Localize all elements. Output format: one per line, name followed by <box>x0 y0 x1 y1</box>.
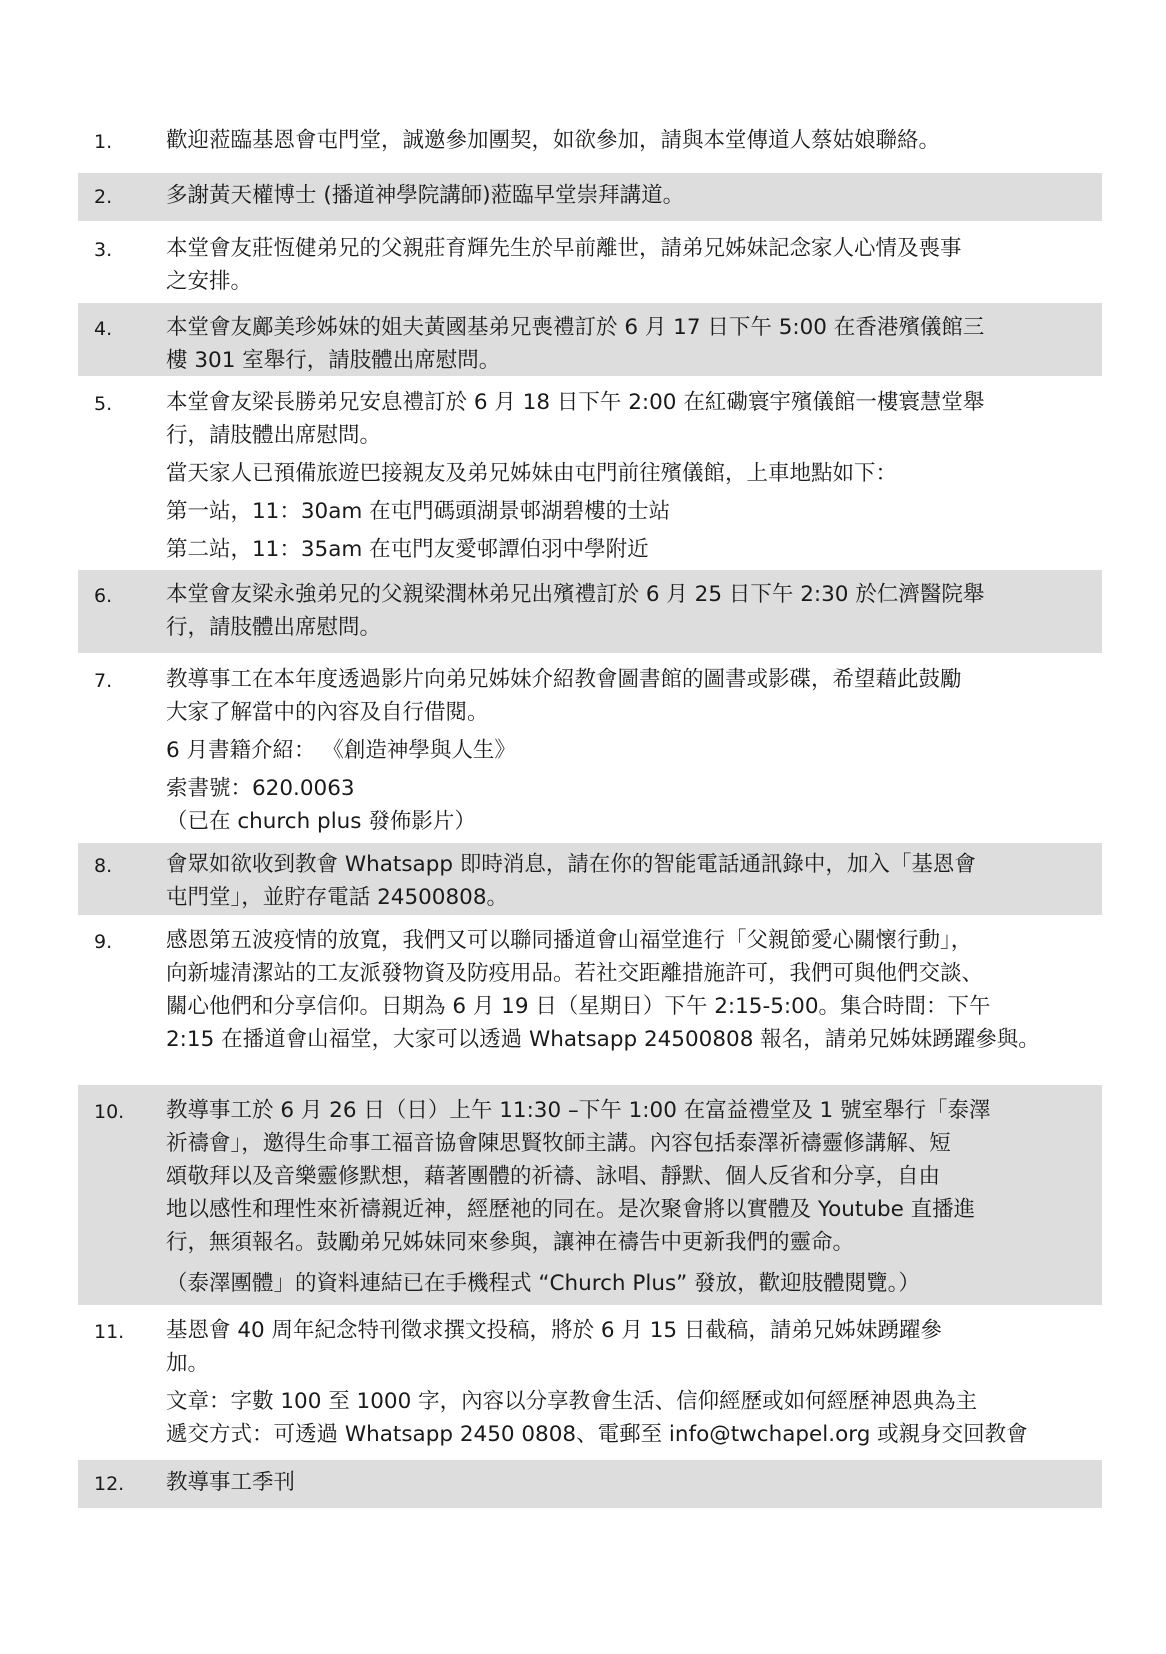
item-text: 頌敬拜以及音樂靈修默想，藉著團體的祈禱、詠唱、靜默、個人反省和分享，自由 <box>166 1164 941 1189</box>
item-text: 屯門堂」，並貯存電話 24500808。 <box>166 885 509 910</box>
item-text: 教導事工於 6 月 26 日（日）上午 11:30 –下午 1:00 在富益禮堂及 1 號室舉行「泰澤 <box>166 1098 991 1123</box>
item-text: 關心他們和分享信仰。日期為 6 月 19 日（星期日）下午 2:15-5:00。集合時間：下午 <box>166 994 991 1019</box>
item-text: 地以感性和理性來祈禱親近神，經歷祂的同在。是次聚會將以實體及 Youtube 直播進 <box>166 1197 976 1222</box>
item-text: 遞交方式：可透過 Whatsapp 2450 0808、電郵至 info@twchapel.org 或親身交回教會 <box>166 1422 1028 1447</box>
announcement-item-2 <box>78 173 1102 221</box>
item-text: 行，請肢體出席慰問。 <box>166 615 382 640</box>
announcement-item-9 <box>78 923 1102 1063</box>
item-text: 本堂會友梁永強弟兄的父親梁潤林弟兄出殯禮訂於 6 月 25 日下午 2:30 於仁濟醫院舉 <box>166 582 985 607</box>
item-number: 4. <box>94 318 113 340</box>
announcement-item-5 <box>78 384 1102 568</box>
item-text: 6 月書籍介紹： 《創造神學與人生》 <box>166 738 516 763</box>
item-number: 8. <box>94 855 113 877</box>
item-text: 感恩第五波疫情的放寬，我們又可以聯同播道會山福堂進行「父親節愛心關懷行動」， <box>166 928 973 953</box>
item-text: 本堂會友鄺美珍姊妹的姐夫黃國基弟兄喪禮訂於 6 月 17 日下午 5:00 在香港殯儀館三 <box>166 315 985 340</box>
item-text: 教導事工在本年度透過影片向弟兄姊妹介紹教會圖書館的圖書或影碟，希望藉此鼓勵 <box>166 667 962 692</box>
item-text: 加。 <box>166 1351 210 1376</box>
item-number: 10. <box>94 1101 125 1123</box>
announcement-item-4 <box>78 303 1102 376</box>
item-number: 2. <box>94 186 113 208</box>
item-text: 第二站，11：35am 在屯門友愛邨譚伯羽中學附近 <box>166 537 649 562</box>
item-text: 向新墟清潔站的工友派發物資及防疫用品。若社交距離措施許可，我們可與他們交談、 <box>166 961 984 986</box>
announcement-item-8 <box>78 843 1102 915</box>
item-text: （已在 church plus 發佈影片） <box>166 809 476 834</box>
item-text: 2:15 在播道會山福堂，大家可以透過 Whatsapp 24500808 報名，請弟兄姊妹踴躍參與。 <box>166 1027 1040 1052</box>
item-text: 多謝黃天權博士 (播道神學院講師)蒞臨早堂崇拜講道。 <box>166 183 685 208</box>
item-text: 祈禱會」，邀得生命事工福音協會陳思賢牧師主講。內容包括泰澤祈禱靈修講解、短 <box>166 1131 951 1156</box>
item-number: 3. <box>94 239 113 261</box>
item-text: 樓 301 室舉行，請肢體出席慰問。 <box>166 348 501 373</box>
announcement-item-3 <box>78 229 1102 299</box>
item-number: 1. <box>94 131 113 153</box>
item-text: 本堂會友梁長勝弟兄安息禮訂於 6 月 18 日下午 2:00 在紅磡寰宇殯儀館一樓寰慧堂舉 <box>166 390 985 415</box>
item-text: 第一站，11：30am 在屯門碼頭湖景邨湖碧樓的士站 <box>166 499 671 524</box>
item-text: 會眾如欲收到教會 Whatsapp 即時消息，請在你的智能電話通訊錄中，加入「基恩會 <box>166 852 976 877</box>
announcement-item-6 <box>78 570 1102 653</box>
item-text: 基恩會 40 周年紀念特刊徵求撰文投稿，將於 6 月 15 日截稿，請弟兄姊妹踴躍參 <box>166 1318 942 1343</box>
announcement-item-10 <box>78 1085 1102 1305</box>
item-number: 11. <box>94 1321 125 1343</box>
item-text: 文章：字數 100 至 1000 字，內容以分享教會生活、信仰經歷或如何經歷神恩典為主 <box>166 1389 978 1414</box>
announcement-item-12 <box>78 1460 1102 1508</box>
item-number: 9. <box>94 931 113 953</box>
item-text: 教導事工季刊 <box>166 1470 296 1495</box>
item-number: 7. <box>94 670 113 692</box>
item-text: 歡迎蒞臨基恩會屯門堂，誠邀參加團契，如欲參加，請與本堂傳道人蔡姑娘聯絡。 <box>166 128 941 153</box>
announcement-item-11 <box>78 1313 1102 1457</box>
item-text: 之安排。 <box>166 269 253 294</box>
item-text: 本堂會友莊恆健弟兄的父親莊育輝先生於早前離世，請弟兄姊妹記念家人心情及喪事 <box>166 236 962 261</box>
item-text: （泰澤團體」的資料連結已在手機程式 “Church Plus” 發放，歡迎肢體閱覽。） <box>166 1271 920 1296</box>
item-text: 當天家人已預備旅遊巴接親友及弟兄姊妹由屯門前往殯儀館，上車地點如下： <box>166 461 898 486</box>
item-number: 5. <box>94 393 113 415</box>
item-number: 12. <box>94 1473 125 1495</box>
announcement-item-7 <box>78 659 1102 837</box>
item-number: 6. <box>94 585 113 607</box>
item-text: 大家了解當中的內容及自行借閱。 <box>166 700 489 725</box>
item-text: 索書號：620.0063 <box>166 776 355 801</box>
item-text: 行，無須報名。鼓勵弟兄姊妹同來參與，讓神在禱告中更新我們的靈命。 <box>166 1230 855 1255</box>
item-text: 行，請肢體出席慰問。 <box>166 423 382 448</box>
announcement-item-1 <box>78 122 1102 164</box>
